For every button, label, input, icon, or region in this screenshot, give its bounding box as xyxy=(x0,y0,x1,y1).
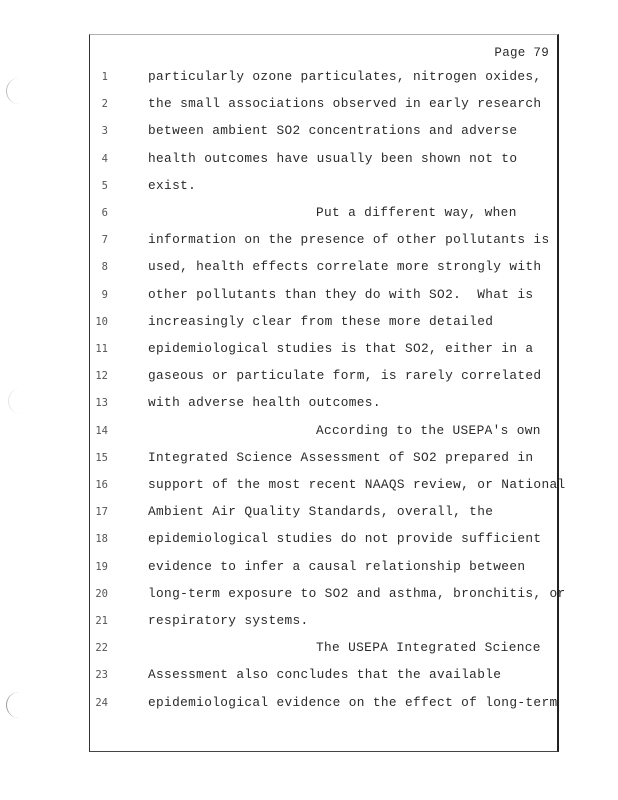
transcript-line: with adverse health outcomes. xyxy=(148,395,381,411)
transcript-line: Ambient Air Quality Standards, overall, the xyxy=(148,504,494,520)
transcript-line: evidence to infer a causal relationship between xyxy=(148,558,526,574)
line-number: 16 xyxy=(95,479,108,491)
transcript-line: information on the presence of other pollutants is xyxy=(148,232,550,248)
transcript-line: exist. xyxy=(148,177,197,193)
line-number: 14 xyxy=(95,424,108,437)
line-number: 2 xyxy=(101,98,108,111)
transcript-line: the small associations observed in early research xyxy=(148,96,542,112)
line-number: 8 xyxy=(101,261,108,274)
transcript-line: epidemiological evidence on the effect of long-term xyxy=(148,694,558,710)
binder-hole-mark xyxy=(6,692,21,718)
transcript-line: According to the USEPA's own xyxy=(316,422,541,438)
line-number: 15 xyxy=(95,451,108,464)
line-number: 13 xyxy=(95,397,108,410)
binder-hole-mark xyxy=(6,78,21,104)
line-number: 20 xyxy=(95,587,108,600)
line-number: 22 xyxy=(95,642,108,655)
transcript-line: health outcomes have usually been shown not to xyxy=(148,150,518,166)
line-number: 12 xyxy=(95,370,108,383)
line-number: 3 xyxy=(101,125,108,138)
line-number: 24 xyxy=(95,696,108,709)
transcript-line: The USEPA Integrated Science xyxy=(316,640,541,656)
binder-hole-mark xyxy=(8,388,23,414)
transcript-line: Assessment also concludes that the available xyxy=(148,667,502,683)
line-number: 11 xyxy=(95,343,108,355)
transcript-line: Integrated Science Assessment of SO2 prepared in xyxy=(148,449,534,465)
line-number: 7 xyxy=(101,234,108,247)
transcript-line: used, health effects correlate more strongly with xyxy=(148,259,542,275)
line-number: 5 xyxy=(101,179,108,192)
transcript-line: increasingly clear from these more detailed xyxy=(148,313,494,329)
line-number: 21 xyxy=(95,615,108,627)
line-number: 19 xyxy=(95,560,108,573)
transcript-line: gaseous or particulate form, is rarely correlated xyxy=(148,368,542,384)
transcript-line: other pollutants than they do with SO2. What is xyxy=(148,286,534,302)
line-number: 6 xyxy=(101,207,108,219)
transcript-line: respiratory systems. xyxy=(148,613,309,628)
transcript-line: long-term exposure to SO2 and asthma, bronchitis, or xyxy=(148,585,566,601)
transcript-line: between ambient SO2 concentrations and adverse xyxy=(148,123,518,139)
transcript-line: epidemiological studies do not provide sufficient xyxy=(148,531,542,547)
line-number: 4 xyxy=(101,152,108,165)
line-number: 1 xyxy=(101,71,108,83)
line-number: 23 xyxy=(95,669,108,682)
line-number: 17 xyxy=(95,506,108,519)
transcript-line: epidemiological studies is that SO2, either in a xyxy=(148,341,534,356)
transcript-line: particularly ozone particulates, nitrogen oxides, xyxy=(148,69,542,84)
line-number: 18 xyxy=(95,533,108,546)
line-number: 9 xyxy=(101,288,108,301)
transcript-line: Put a different way, when xyxy=(316,205,517,220)
line-number: 10 xyxy=(95,315,108,328)
transcript-line: support of the most recent NAAQS review, or National xyxy=(148,477,566,492)
page-number: Page 79 xyxy=(494,46,549,60)
